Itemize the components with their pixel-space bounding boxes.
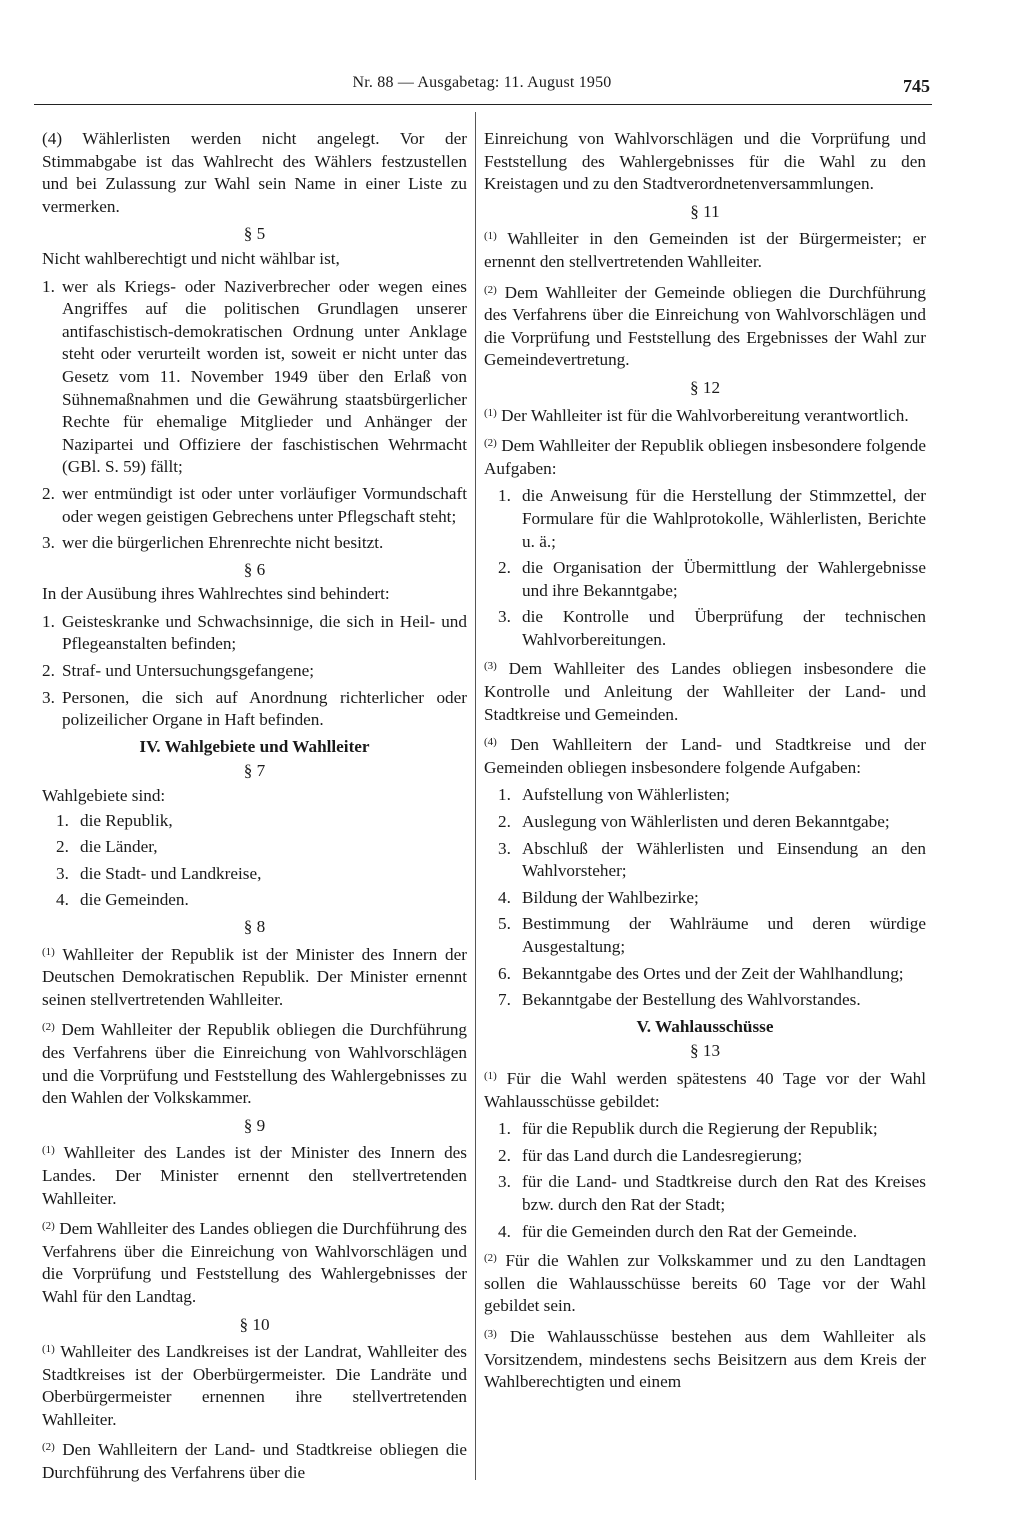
item-text: Abschluß der Wählerlisten und Einsendung an den Wahlvorsteher; xyxy=(522,838,926,881)
item-text: Aufstellung von Wählerlisten; xyxy=(522,785,730,805)
item-text: Personen, die sich auf Anordnung richterlicher oder polizeilicher Organe in Haft befinden. xyxy=(62,687,467,730)
list-item xyxy=(42,276,467,479)
item-text: die Gemeinden. xyxy=(80,890,189,910)
list-item xyxy=(42,660,467,683)
item-text: Bildung der Wahlbezirke; xyxy=(522,887,699,907)
section-symbol: § 9 xyxy=(243,1115,266,1135)
item-number: 2. xyxy=(498,558,511,578)
paragraph xyxy=(42,1016,467,1109)
section-symbol: § 7 xyxy=(243,761,266,781)
item-number: 2. xyxy=(42,661,55,681)
item-number: 1. xyxy=(42,611,55,631)
list-item xyxy=(484,1171,926,1216)
paragraph-number: (1) xyxy=(484,1069,497,1082)
item-text: für die Land- und Stadtkreise durch den Rat des Kreises bzw. durch den Rat der Stadt; xyxy=(522,1172,926,1214)
paragraph-text: Wahlleiter des Landkreises ist der Landrat, Wahlleiter des Stadtkreises ist der Oberbürgermeister. Die Landräte und Oberbürgermeister ernennen ihre stellvertretenden Wahlleiter. xyxy=(42,1342,467,1429)
list-item xyxy=(484,485,926,553)
paragraph xyxy=(42,941,467,1012)
paragraph-text: Der Wahlleiter ist für die Wahlvorbereitung verantwortlich. xyxy=(501,405,909,425)
section-heading: V. Wahlausschüsse xyxy=(636,1016,774,1036)
paragraph xyxy=(42,1139,467,1210)
paragraph-text: Den Wahlleitern der Land- und Stadtkreise obliegen die Durchführung des Verfahrens über die xyxy=(42,1440,468,1483)
item-text: Auslegung von Wählerlisten und deren Bekanntgabe; xyxy=(522,812,890,832)
paragraph xyxy=(484,1323,926,1394)
list-item xyxy=(484,557,926,602)
paragraph-text: Einreichung von Wahlvorschlägen und die Vorprüfung und Feststellung des Wahlergebnisses für die Wahl zu den Kreistagen und zu den Stadtverordnetenversammlungen. xyxy=(484,129,926,194)
paragraph-text: Wahlleiter des Landes ist der Minister des Innern des Landes. Der Minister ernennt den stellvertretenden Wahlleiter. xyxy=(42,1143,467,1208)
list xyxy=(484,784,926,1011)
item-text: die Kontrolle und Überprüfung der technischen Wahlvorbereitungen. xyxy=(522,607,926,649)
paragraph-number: (2) xyxy=(484,283,497,296)
list-item xyxy=(42,836,467,859)
item-number: 1. xyxy=(498,785,511,805)
paragraph-text: Dem Wahlleiter der Republik obliegen insbesondere folgende Aufgaben: xyxy=(484,436,926,478)
list xyxy=(484,485,926,651)
item-number: 1. xyxy=(56,810,69,830)
list-item xyxy=(484,606,926,651)
paragraph-number: (4) xyxy=(484,736,497,749)
item-text: für das Land durch die Landesregierung; xyxy=(522,1145,803,1165)
list-item xyxy=(42,863,467,886)
paragraph-number: (1) xyxy=(42,945,55,958)
paragraph-number: (2) xyxy=(42,1441,55,1454)
paragraph xyxy=(484,279,926,372)
paragraph-number: (2) xyxy=(484,1252,497,1265)
issue-line: Nr. 88 — Ausgabetag: 11. August 1950 xyxy=(352,74,612,91)
list-item xyxy=(42,532,467,555)
item-text: die Organisation der Übermittlung der Wahlergebnisse und ihre Bekanntgabe; xyxy=(522,558,926,600)
paragraph xyxy=(484,402,926,428)
column-divider xyxy=(475,112,476,1480)
paragraph-text: Für die Wahlen zur Volkskammer und zu den Landtagen sollen die Wahlausschüsse bereits 60 Tage vor der Wahl gebildet sein. xyxy=(484,1251,927,1316)
item-number: 3. xyxy=(42,687,55,707)
list-item xyxy=(484,989,926,1012)
paragraph-number: (1) xyxy=(42,1144,55,1157)
list-item xyxy=(484,887,926,910)
item-number: 3. xyxy=(498,607,511,627)
item-number: 3. xyxy=(498,1172,511,1192)
paragraph-text: In der Ausübung ihres Wahlrechtes sind behindert: xyxy=(42,584,390,604)
item-number: 1. xyxy=(498,1119,511,1139)
item-number: 2. xyxy=(498,812,511,832)
paragraph-number: (1) xyxy=(42,1343,55,1356)
list xyxy=(42,276,467,555)
section-heading: IV. Wahlgebiete und Wahlleiter xyxy=(139,736,370,756)
item-number: 3. xyxy=(56,863,69,883)
item-text: wer entmündigt ist oder unter vorläufiger Vormundschaft oder wegen geistigen Gebrechens unter Pflegschaft steht; xyxy=(62,483,467,526)
section-symbol: § 13 xyxy=(689,1041,721,1061)
paragraph-text: Wahlgebiete sind: xyxy=(42,786,166,806)
page-number: 745 xyxy=(903,76,930,96)
paragraph-text: Dem Wahlleiter des Landes obliegen die Durchführung des Verfahrens über die Einreichung von Wahlvorschlägen und die Vorprüfung und Feststellung des Wahlergebnisses der Wahl für den Landtag. xyxy=(42,1219,467,1306)
item-number: 4. xyxy=(56,890,69,910)
item-number: 6. xyxy=(498,963,511,983)
paragraph-text: Dem Wahlleiter des Landes obliegen insbesondere die Kontrolle und Anleitung der Wahlleiter der Land- und Stadtkreise und Gemeinden. xyxy=(484,659,926,724)
paragraph-number: (2) xyxy=(42,1021,55,1034)
paragraph xyxy=(484,225,926,273)
list-item xyxy=(42,687,467,732)
paragraph-text: Wählerlisten werden nicht angelegt. Vor der Stimmabgabe ist das Wahlrecht des Wählers festzustellen und bei Zulassung zur Wahl sein Name in einer Liste zu vermerken. xyxy=(42,129,467,216)
section-symbol: § 10 xyxy=(239,1314,270,1334)
item-text: Geisteskranke und Schwachsinnige, die sich in Heil- und Pflegeanstalten befinden; xyxy=(62,611,467,654)
paragraph xyxy=(484,432,926,480)
paragraph xyxy=(484,655,926,726)
list-item xyxy=(484,1221,926,1244)
item-text: Bestimmung der Wahlräume und deren würdige Ausgestaltung; xyxy=(522,914,926,956)
paragraph-text: Für die Wahl werden spätestens 40 Tage vor der Wahl Wahlausschüsse gebildet: xyxy=(484,1068,927,1111)
paragraph-text: Dem Wahlleiter der Republik obliegen die Durchführung des Verfahrens über die Einreichung von Wahlvorschlägen und die Vorprüfung und Feststellung des Wahlergebnisses zu den Wahlen der Volkskammer. xyxy=(42,1020,468,1108)
item-number: 3. xyxy=(498,838,511,858)
section-symbol: § 5 xyxy=(243,224,266,244)
item-text: die Anweisung für die Herstellung der Stimmzettel, der Formulare für die Wahlprotokolle, Wählerlisten, Berichte u. ä.; xyxy=(522,486,926,551)
paragraph-text: Den Wahlleitern der Land- und Stadtkreise und der Gemeinden obliegen insbesondere folgende Aufgaben: xyxy=(484,735,926,777)
list xyxy=(42,611,467,732)
paragraph xyxy=(42,1215,467,1308)
right-column xyxy=(484,128,926,1399)
paragraph xyxy=(42,1436,467,1484)
item-number: 3. xyxy=(42,533,55,553)
paragraph-text: Die Wahlausschüsse bestehen aus dem Wahlleiter als Vorsitzendem, mindestens sechs Beisitzern aus dem Kreis der Wahlberechtigten und einem xyxy=(484,1326,926,1392)
item-number: 4. xyxy=(498,1221,511,1241)
list-item xyxy=(42,611,467,656)
item-text: die Stadt- und Landkreise, xyxy=(80,863,262,883)
paragraph xyxy=(42,128,467,218)
list-item xyxy=(484,1145,926,1168)
paragraph xyxy=(484,731,926,779)
item-number: 2. xyxy=(56,837,69,857)
list-item xyxy=(484,811,926,834)
list-item xyxy=(484,913,926,958)
paragraph-number: (1) xyxy=(484,230,497,243)
paragraph xyxy=(484,1065,926,1113)
list-item xyxy=(484,963,926,986)
list xyxy=(42,810,467,912)
header-rule xyxy=(34,104,932,105)
list-item xyxy=(484,1118,926,1141)
paragraph-number: (3) xyxy=(484,1327,497,1340)
section-symbol: § 8 xyxy=(243,917,266,936)
paragraph-number: (4) xyxy=(42,129,63,148)
paragraph-number: (3) xyxy=(484,660,497,673)
left-column xyxy=(42,128,467,1490)
list-item xyxy=(484,784,926,807)
paragraph-text: Wahlleiter in den Gemeinden ist der Bürgermeister; er ernennt den stellvertretenden Wahlleiter. xyxy=(484,229,926,271)
item-text: Bekanntgabe der Bestellung des Wahlvorstandes. xyxy=(522,990,861,1010)
section-symbol: § 11 xyxy=(690,201,720,221)
paragraph-number: (1) xyxy=(484,406,497,419)
item-number: 5. xyxy=(498,914,511,934)
item-number: 4. xyxy=(498,887,511,907)
list-item xyxy=(42,810,467,833)
paragraph-number: (2) xyxy=(42,1220,55,1233)
list-item xyxy=(42,483,467,528)
paragraph-text: Dem Wahlleiter der Gemeinde obliegen die Durchführung des Verfahrens über die Einreichung von Wahlvorschlägen und die Vorprüfung und Feststellung des Ergebnisses der Wahl zur Gemeindevertretung. xyxy=(484,282,926,370)
list-item xyxy=(42,889,467,912)
paragraph xyxy=(484,1247,926,1318)
item-number: 7. xyxy=(498,990,511,1010)
paragraph-text: Wahlleiter der Republik ist der Minister des Innern der Deutschen Demokratischen Republik. Der Minister ernennt seinen stellvertretenden Wahlleiter. xyxy=(42,944,467,1009)
item-text: für die Republik durch die Regierung der Republik; xyxy=(522,1119,878,1139)
item-number: 2. xyxy=(42,483,55,503)
item-number: 1. xyxy=(498,486,511,506)
item-text: Bekanntgabe des Ortes und der Zeit der Wahlhandlung; xyxy=(522,963,904,983)
list xyxy=(484,1118,926,1243)
section-symbol: § 12 xyxy=(689,377,721,397)
item-text: die Republik, xyxy=(80,810,173,830)
item-text: wer die bürgerlichen Ehrenrechte nicht besitzt. xyxy=(62,533,384,553)
list-item xyxy=(484,838,926,883)
paragraph-text: Nicht wahlberechtigt und nicht wählbar ist, xyxy=(42,248,340,268)
page-header xyxy=(34,74,930,104)
item-text: für die Gemeinden durch den Rat der Gemeinde. xyxy=(522,1221,858,1241)
item-text: Straf- und Untersuchungsgefangene; xyxy=(62,661,315,681)
section-symbol: § 6 xyxy=(243,559,266,579)
paragraph-number: (2) xyxy=(484,437,497,450)
item-number: 2. xyxy=(498,1145,511,1165)
paragraph xyxy=(42,1338,467,1431)
item-text: wer als Kriegs- oder Naziverbrecher oder wegen eines Angriffes auf die politischen Grundlagen unserer antifaschistisch-demokratischen Ordnung unter Anklage steht oder verurteilt worden ist, soweit er nicht unter das Gesetz vom 11. November 1949 über den Erlaß von Sühnemaßnahmen und die Gewährung staatsbürgerlicher Rechte für ehemalige Mitglieder und Anhänger der Nazipartei und Offiziere der faschistischen Wehrmacht (GBl. S. 59) fällt; xyxy=(62,276,467,477)
item-text: die Länder, xyxy=(80,837,158,857)
item-number: 1. xyxy=(42,276,55,296)
